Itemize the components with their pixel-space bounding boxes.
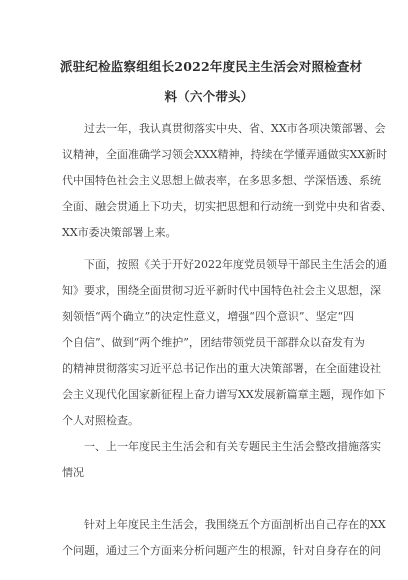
- paragraph-line: 下面，按照《关于开好2022年度党员领导干部民主生活会的通: [84, 258, 387, 271]
- heading-line: 一、上一年度民主生活会和有关专题民主生活会整改措施落实: [84, 440, 381, 453]
- paragraph-line: 的精神贯彻落实习近平总书记作出的重大决策部署，在全面建设社: [62, 362, 381, 375]
- paragraph-rectification: [62, 512, 386, 564]
- paragraph-line: 个人对照检查。: [62, 414, 139, 427]
- paragraph-line: 会主义现代化国家新征程上奋力谱写XX发展新篇章主题，现作如下: [62, 388, 386, 401]
- title-line: 派驻纪检监察组组长2022年度民主生活会对照检查材: [60, 59, 363, 74]
- paragraph-line: 过去一年，我认真贯彻落实中央、省、XX市各项决策部署、会: [84, 122, 386, 135]
- paragraph-line: 个自信”、做到“两个维护”，团结带领党员干部群众以奋发有为: [62, 336, 365, 349]
- section-heading-1: [62, 434, 381, 486]
- paragraph-line: 全面、融会贯通上下功夫，切实把思想和行动统一到党中央和省委、: [62, 200, 392, 213]
- paragraph-line: 刻领悟“两个确立”的决定性意义，增强“四个意识”、坚定“四: [62, 310, 355, 323]
- paragraph-line: 代中国特色社会主义思想上做表率，在多思多想、学深悟透、系统: [62, 174, 381, 187]
- paragraph-line: 个问题，通过三个方面来分析问题产生的根源，针对自身存在的问: [62, 544, 381, 557]
- title-line: 料（六个带头）: [164, 89, 254, 104]
- paragraph-intro: [62, 116, 392, 246]
- paragraph-line: 知》要求，围绕全面贯彻习近平新时代中国特色社会主义思想，深: [62, 284, 381, 297]
- paragraph-line: 针对上年度民主生活会，我围绕五个方面剖析出自己存在的XX: [84, 518, 386, 531]
- paragraph-requirements: [62, 252, 387, 434]
- heading-line: 情况: [62, 466, 84, 479]
- paragraph-line: 议精神，全面准确学习领会XXX精神，持续在学懂弄通做实XX新时: [62, 148, 388, 161]
- document-title: [60, 52, 363, 112]
- paragraph-line: XX市委决策部署上来。: [62, 226, 177, 239]
